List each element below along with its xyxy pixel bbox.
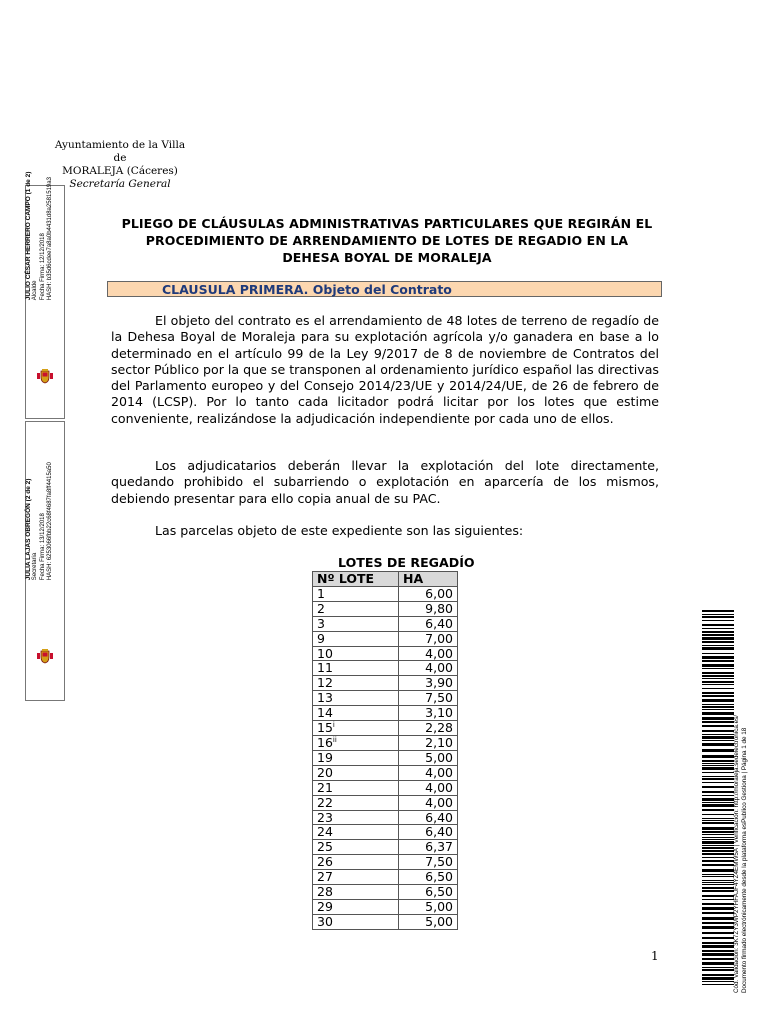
signer-role: Secretaria	[32, 552, 39, 580]
table-row	[313, 676, 458, 691]
lote-cell	[313, 631, 399, 646]
footnote-marker: ii	[332, 735, 337, 744]
table-row	[313, 810, 458, 825]
table-row	[313, 914, 458, 929]
ha-cell: 6,50	[399, 870, 458, 885]
coat-of-arms-icon	[37, 648, 53, 664]
lote-cell	[313, 586, 399, 601]
ha-cell: 6,40	[399, 616, 458, 631]
table-row	[313, 750, 458, 765]
lote-cell	[313, 795, 399, 810]
table-row	[313, 840, 458, 855]
lote-number: 12	[317, 675, 333, 691]
lote-cell	[313, 735, 399, 750]
table-row	[313, 855, 458, 870]
table-row	[313, 885, 458, 900]
signature-text-2	[25, 360, 54, 580]
lote-number: 14	[317, 705, 333, 721]
letterhead-line-3: Secretaría General	[69, 178, 171, 190]
lote-cell	[313, 691, 399, 706]
clause-header: CLAUSULA PRIMERA. Objeto del Contrato	[107, 281, 662, 297]
lote-cell	[313, 646, 399, 661]
lote-cell	[313, 616, 399, 631]
ha-cell: 2,10	[399, 735, 458, 750]
table-row	[313, 586, 458, 601]
ha-cell: 7,50	[399, 691, 458, 706]
lote-cell	[313, 601, 399, 616]
lote-cell	[313, 661, 399, 676]
lote-cell	[313, 765, 399, 780]
lote-cell	[313, 855, 399, 870]
title-line-2: PROCEDIMIENTO DE ARRENDAMIENTO DE LOTES DE REGADIO EN LA	[145, 233, 629, 248]
lote-cell	[313, 885, 399, 900]
signer-role: Alcalde	[32, 280, 39, 300]
table-header-row	[313, 572, 458, 587]
ha-cell: 6,50	[399, 885, 458, 900]
lote-number: 16	[317, 734, 333, 750]
table-row	[313, 691, 458, 706]
ha-cell: 7,50	[399, 855, 458, 870]
paragraph-adjudicatarios	[111, 458, 659, 507]
ha-cell: 6,40	[399, 825, 458, 840]
lote-cell	[313, 870, 399, 885]
lote-number: 22	[317, 794, 333, 810]
signer-name: JULIO CÉSAR HERRERO CAMPO (1 de 2)	[24, 171, 32, 300]
ha-cell: 6,40	[399, 810, 458, 825]
signature-hash: HASH: b35d6cdee7a8a0b4431d8a2581519a3	[46, 176, 53, 300]
ha-cell: 6,00	[399, 586, 458, 601]
lotes-table	[312, 571, 458, 930]
lote-number: 10	[317, 645, 333, 661]
validation-line-1: Cód. Validación: 3K7ZY3WP2YHFAJF4YZ4EMW5A | Verificación: http://moraleja.sedelectronica.es/	[733, 714, 740, 993]
lote-number: 26	[317, 854, 333, 870]
ha-cell: 5,00	[399, 899, 458, 914]
signature-date: Fecha Firma: 12/12/2018	[39, 232, 46, 300]
table-row	[313, 825, 458, 840]
lote-number: 13	[317, 690, 333, 706]
lote-cell	[313, 810, 399, 825]
table-row	[313, 780, 458, 795]
lote-cell	[313, 780, 399, 795]
lote-number: 25	[317, 839, 333, 855]
ha-cell: 7,00	[399, 631, 458, 646]
title-line-1: PLIEGO DE CLÁUSULAS ADMINISTRATIVAS PARTICULARES QUE REGIRÁN EL	[121, 216, 653, 231]
signer-name: JULIA LAJAS OBREGÓN (2 de 2)	[24, 478, 32, 580]
paragraph-parcelas	[111, 523, 659, 539]
lote-number: 3	[317, 615, 325, 631]
table-row	[313, 765, 458, 780]
ha-cell: 4,00	[399, 780, 458, 795]
title-line-3: DEHESA BOYAL DE MORALEJA	[282, 250, 492, 265]
lote-number: 11	[317, 660, 333, 676]
lote-cell	[313, 676, 399, 691]
lote-cell	[313, 840, 399, 855]
ha-cell: 3,10	[399, 706, 458, 721]
ha-cell: 6,37	[399, 840, 458, 855]
table-row	[313, 601, 458, 616]
column-header-ha: HA	[399, 572, 458, 587]
lote-cell	[313, 706, 399, 721]
lote-number: 15	[317, 720, 333, 736]
validation-line-2: Documento firmado electrónicamente desde la plataforma esPublico Gestiona | Página 1 de 18	[741, 727, 748, 993]
ha-cell: 9,80	[399, 601, 458, 616]
column-header-lote: Nº LOTE	[313, 572, 399, 587]
table-row	[313, 899, 458, 914]
lote-cell	[313, 825, 399, 840]
table-row	[313, 735, 458, 750]
lote-number: 9	[317, 630, 325, 646]
signature-hash: HASH: 6253066fbb22c68f4687fa8ff4415a50	[46, 462, 53, 580]
ha-cell: 3,90	[399, 676, 458, 691]
table-row	[313, 706, 458, 721]
ha-cell: 4,00	[399, 646, 458, 661]
lote-number: 27	[317, 869, 333, 885]
lote-number: 23	[317, 809, 333, 825]
table-row	[313, 616, 458, 631]
letterhead-line-1: Ayuntamiento de la Villa de	[54, 139, 186, 164]
table-row	[313, 661, 458, 676]
lote-number: 29	[317, 898, 333, 914]
table-row	[313, 631, 458, 646]
lote-cell	[313, 721, 399, 736]
table-row	[313, 870, 458, 885]
lote-number: 1	[317, 585, 325, 601]
validation-note	[733, 653, 749, 993]
lote-cell	[313, 750, 399, 765]
ha-cell: 2,28	[399, 721, 458, 736]
paragraph-object	[111, 313, 659, 427]
lote-number: 2	[317, 600, 325, 616]
paragraph-text: El objeto del contrato es el arrendamiento de 48 lotes de terreno de regadío de la Dehesa Boyal de Moraleja para su explotación agrícola y/o ganadera en base a lo determinado en el artículo 99 de la Ley 9/2017 de 8 de noviembre de Contratos del sector Público por la que se transponen al ordenamiento jurídico español las directivas del Parlamento europeo y del Consejo 2014/23/UE y 2014/24/UE, de 26 de febrero de 2014 (LCSP). Por lo tanto cada licitador podrá licitar por los lotes que estime conveniente, realizándose la adjudicación independiente por cada uno de ellos.	[111, 313, 659, 426]
lote-number: 24	[317, 824, 333, 840]
footnote-marker: i	[332, 720, 335, 729]
page-number: 1	[651, 949, 659, 963]
ha-cell: 5,00	[399, 914, 458, 929]
table-row	[313, 795, 458, 810]
table-row	[313, 646, 458, 661]
table-title: LOTES DE REGADÍO	[338, 555, 475, 570]
table-row	[313, 721, 458, 736]
signature-text-1	[25, 80, 54, 300]
letterhead	[50, 139, 190, 191]
barcode-icon	[702, 610, 734, 986]
document-title	[110, 215, 664, 266]
ha-cell: 4,00	[399, 765, 458, 780]
lote-number: 20	[317, 764, 333, 780]
signature-box-2	[25, 421, 65, 701]
paragraph-text: Las parcelas objeto de este expediente son las siguientes:	[155, 523, 524, 538]
lote-number: 21	[317, 779, 333, 795]
lote-cell	[313, 914, 399, 929]
paragraph-text: Los adjudicatarios deberán llevar la explotación del lote directamente, quedando prohibido el subarriendo o explotación en aparcería de los mismos, debiendo presentar para ello copia anual de su PAC.	[111, 458, 659, 506]
lote-cell	[313, 899, 399, 914]
ha-cell: 5,00	[399, 750, 458, 765]
letterhead-line-2: MORALEJA (Cáceres)	[62, 165, 178, 177]
lote-number: 30	[317, 913, 333, 929]
ha-cell: 4,00	[399, 661, 458, 676]
signature-date: Fecha Firma: 13/12/2018	[39, 512, 46, 580]
lote-number: 28	[317, 884, 333, 900]
ha-cell: 4,00	[399, 795, 458, 810]
lote-number: 19	[317, 749, 333, 765]
